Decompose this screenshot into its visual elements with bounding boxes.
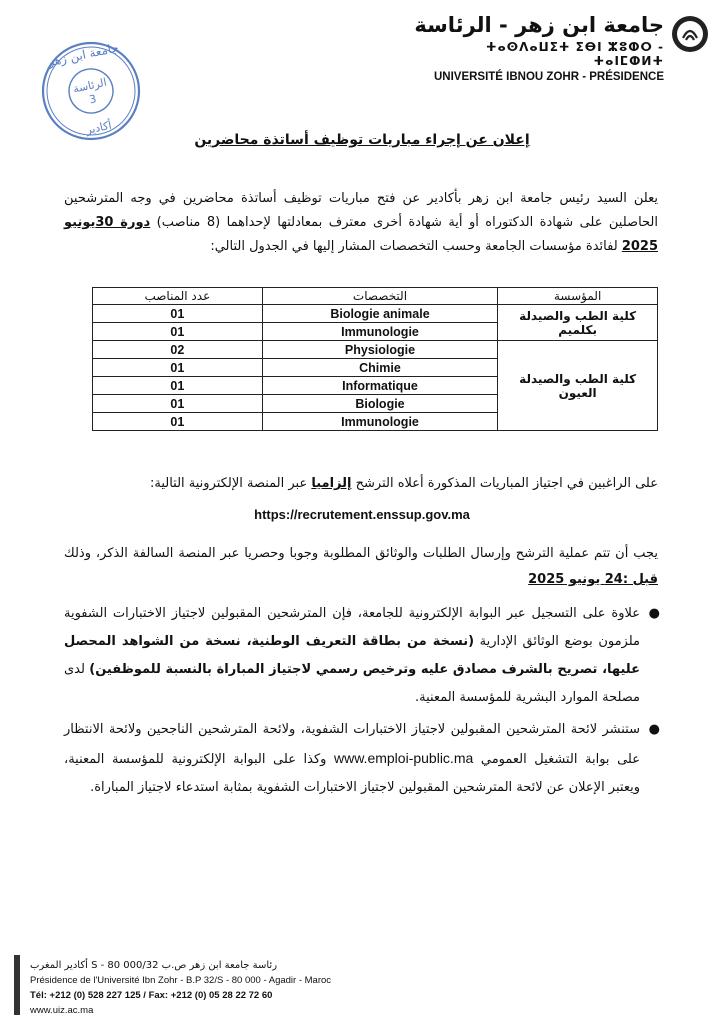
count-cell: 01: [93, 323, 263, 341]
list-item: [64, 716, 664, 802]
bullet-icon: ●: [648, 606, 660, 621]
stamp-number: 3: [87, 92, 98, 107]
count-cell: 01: [93, 359, 263, 377]
official-stamp: [40, 40, 142, 142]
footer-website-link[interactable]: www.uiz.ac.ma: [30, 1005, 94, 1016]
specialty-cell: Immunologie: [262, 323, 498, 341]
header-count: عدد المناصب: [93, 288, 263, 305]
university-name-french: UNIVERSITÉ IBNOU ZOHR - PRÉSIDENCE: [433, 71, 664, 83]
intro-paragraph: [64, 187, 658, 259]
count-cell: 01: [93, 395, 263, 413]
notes-list: [64, 600, 664, 806]
specialty-cell: Immunologie: [262, 413, 498, 431]
bullet-text-end: لدى مصلحة الموارد البشرية للمؤسسة المعنية.: [64, 662, 640, 705]
application-instructions: [64, 476, 658, 491]
intro-text: يعلن السيد رئيس جامعة ابن زهر بأكادير عن فتح مباريات توظيف أساتذة محاضرين في وجه المترشحين الحاصلين على شهادة الدكتوراه أو أية شهادة أخرى معترف بمعادلتها لإحداهما (8 مناصب): [64, 191, 658, 230]
list-item: [64, 600, 664, 712]
deadline-date: قبل :24 يونيو 2025: [528, 572, 658, 587]
positions-table: [92, 287, 658, 431]
specialty-cell: Informatique: [262, 377, 498, 395]
stamp-bottom-text: أكادير: [84, 118, 113, 137]
specialty-cell: Biologie: [262, 395, 498, 413]
count-cell: 01: [93, 377, 263, 395]
specialty-cell: Physiologie: [262, 341, 498, 359]
university-name-tifinagh: ⵜⴰⵙⴷⴰⵡⵉⵜ ⵉⴱⵏ ⵣⵓⵀⵔ - ⵜⴰⵏⵎⵀⵍⵜ: [485, 40, 664, 68]
session-date: دورة 30يونيو 2025: [64, 215, 658, 254]
deadline-text: يجب أن تتم عملية الترشح وإرسال الطلبات والوثائق المطلوبة وجوبا وحصريا عبر المنصة السالفة الذكر، وذلك: [64, 546, 658, 561]
recruitment-url-link[interactable]: https://recrutement.enssup.gov.ma: [254, 507, 470, 522]
university-logo-icon: [670, 14, 710, 54]
table-header-row: [93, 288, 658, 305]
table-row: [93, 341, 658, 359]
footer-phone-fax: Tél: +212 (0) 528 227 125 / Fax: +212 (0) 05 28 22 72 60: [30, 990, 273, 1001]
header-institution: المؤسسة: [498, 288, 658, 305]
institution-cell: كلية الطب والصيدلة بكلميم: [498, 305, 658, 341]
bullet-icon: ●: [648, 722, 660, 737]
count-cell: 01: [93, 413, 263, 431]
bullet-text: ستنشر لائحة المترشحين المقبولين لاجتياز الاختبارات الشفوية، ولائحة المترشحين الناجحين ولائحة الانتظار على بوابة التشغيل العمومي: [64, 722, 640, 767]
emploi-public-link[interactable]: www.emploi-public.ma: [334, 750, 474, 766]
apply-text-end: عبر المنصة الإلكترونية التالية:: [149, 476, 308, 491]
specialty-cell: Chimie: [262, 359, 498, 377]
intro-text-end: لفائدة مؤسسات الجامعة وحسب التخصصات المشار إليها في الجدول التالي:: [210, 239, 618, 254]
count-cell: 02: [93, 341, 263, 359]
header-specialty: التخصصات: [262, 288, 498, 305]
university-name-arabic: جامعة ابن زهر - الرئاسة: [414, 13, 664, 37]
footer-address-arabic: رئاسة جامعة ابن زهر ص.ب 32/S - 80 000 أكادير المغرب: [30, 960, 278, 971]
specialty-cell: Biologie animale: [262, 305, 498, 323]
apply-text: على الراغبين في اجتياز المباريات المذكورة أعلاه الترشح: [355, 476, 658, 491]
stamp-mid-text: الرئاسة: [71, 75, 108, 96]
letterhead: [414, 12, 664, 83]
mandatory-word: إلزاميا: [311, 476, 352, 491]
bullet-text: علاوة على التسجيل عبر البوابة الإلكترونية للجامعة، فإن المترشحين المقبولين لاجتياز الاختبارات الشفوية ملزمون بوضع الوثائق الإدارية: [64, 606, 641, 649]
stamp-top-text: جامعة ابن زهر: [46, 40, 120, 70]
deadline-paragraph: [64, 541, 658, 593]
institution-cell: كلية الطب والصيدلة العيون: [498, 341, 658, 431]
page-title: إعلان عن إجراء مباريات توظيف أساتذة محاضرين: [194, 132, 530, 148]
footer-bar: [14, 955, 20, 1015]
table-row: [93, 305, 658, 323]
count-cell: 01: [93, 305, 263, 323]
bullet-text-end: وكذا على البوابة الإلكترونية للمؤسسة المعنية، ويعتبر الإعلان عن لائحة المترشحين المقبولين لاجتياز الاختبارات الشفوية بمثابة استدعاء لاجتياز المباراة.: [64, 752, 640, 795]
bullet-bold-text: (نسخة من بطاقة التعريف الوطنية، نسخة من الشواهد المحصل عليها، تصريح بالشرف مصادق عليه وترخيص رسمي لاجتياز المباراة بالنسبة للموظفين): [64, 634, 640, 677]
footer-address-french: Présidence de l'Université Ibn Zohr - B.P 32/S - 80 000 - Agadir - Maroc: [30, 975, 332, 986]
footer: [30, 958, 430, 1018]
